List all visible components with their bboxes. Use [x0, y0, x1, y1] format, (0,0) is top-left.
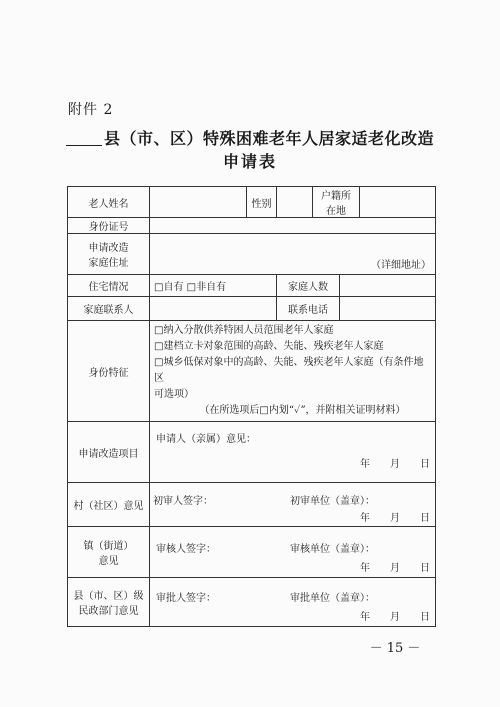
housing-label: 住宅情况 — [68, 275, 150, 297]
household-size-field[interactable] — [340, 275, 436, 297]
date-year: 年 — [360, 612, 370, 623]
identity-option-1[interactable]: □纳入分散供养特困人员范围老年人家庭 — [154, 325, 334, 336]
page-number: － 15 － — [369, 641, 421, 656]
county-opinion-label — [68, 578, 150, 627]
table-row — [68, 275, 436, 297]
address-field[interactable] — [150, 234, 436, 275]
table-row — [68, 483, 436, 527]
town-opinion-label — [68, 527, 150, 578]
family-contact-field[interactable] — [150, 297, 277, 321]
review-signer-label: 审核人签字： — [156, 544, 216, 555]
identity-option-2[interactable]: □建档立卡对象范围的高龄、失能、残疾老年人家庭 — [154, 341, 384, 352]
attachment-label: 附件 2 — [68, 102, 114, 118]
housing-options — [150, 275, 277, 297]
village-opinion-label: 村（社区）意见 — [68, 483, 150, 527]
form-title-line1 — [0, 126, 500, 149]
address-label-line1: 申请改造 — [88, 243, 129, 254]
table-row — [68, 527, 436, 578]
gender-field[interactable] — [277, 187, 313, 218]
approve-unit-label: 审批单位（盖章）： — [290, 593, 375, 604]
date-month: 月 — [390, 513, 400, 524]
date-day: 日 — [420, 459, 430, 470]
application-form-table — [67, 186, 436, 627]
household-size-label: 家庭人数 — [277, 275, 340, 297]
address-label — [68, 234, 150, 275]
applicant-opinion-field[interactable] — [150, 422, 436, 483]
table-row — [68, 321, 436, 422]
county-label-line2: 民政部门意见 — [78, 606, 139, 617]
village-opinion-field[interactable] — [150, 483, 436, 527]
identity-option-3[interactable]: □城乡低保对象中的高龄、失能、残疾老年人家庭（有条件地区 — [154, 357, 424, 384]
initial-unit-label: 初审单位（盖章）： — [290, 496, 375, 507]
identity-label: 身份特征 — [68, 321, 150, 422]
form-title-line2: 申请表 — [222, 152, 277, 171]
identity-option-3-cont: 可选项） — [154, 389, 194, 400]
table-row — [68, 187, 436, 218]
table-row — [68, 218, 436, 234]
identity-options — [150, 321, 436, 422]
date-day: 日 — [420, 563, 430, 574]
contact-phone-label: 联系电话 — [277, 297, 340, 321]
family-contact-label: 家庭联系人 — [68, 297, 150, 321]
initial-signer-label: 初审人签字： — [153, 496, 213, 507]
table-row — [68, 578, 436, 627]
town-label-line2: 意见 — [98, 556, 119, 567]
date-day: 日 — [420, 513, 430, 524]
contact-phone-field[interactable] — [340, 297, 436, 321]
date-month: 月 — [390, 612, 400, 623]
gender-label: 性别 — [247, 187, 277, 218]
date-month: 月 — [390, 563, 400, 574]
county-opinion-field[interactable] — [150, 578, 436, 627]
project-label: 申请改造项目 — [68, 422, 150, 483]
form-title-text: 县（市、区）特殊困难老年人居家适老化改造 — [103, 129, 434, 148]
elder-name-field[interactable] — [150, 187, 247, 218]
household-registration-label: 户籍所在地 — [313, 187, 360, 218]
table-row — [68, 234, 436, 275]
town-opinion-field[interactable] — [150, 527, 436, 578]
county-label-line1: 县（市、区）级 — [73, 591, 144, 602]
approve-signer-label: 审批人签字： — [156, 593, 216, 604]
table-row — [68, 297, 436, 321]
housing-own-checkbox[interactable]: □自有 — [154, 282, 184, 293]
date-year: 年 — [360, 459, 370, 470]
household-registration-field[interactable] — [360, 187, 436, 218]
town-label-line1: 镇（街道） — [83, 541, 134, 552]
id-number-label: 身份证号 — [68, 218, 150, 234]
date-month: 月 — [390, 459, 400, 470]
address-hint: （详细地址） — [371, 260, 431, 271]
county-blank[interactable] — [66, 145, 102, 146]
date-year: 年 — [360, 513, 370, 524]
date-day: 日 — [420, 612, 430, 623]
applicant-opinion-label: 申请人（亲属）意见： — [156, 434, 256, 445]
date-year: 年 — [360, 563, 370, 574]
housing-not-own-checkbox[interactable]: □非自有 — [186, 282, 227, 293]
review-unit-label: 审核单位（盖章）： — [290, 544, 375, 555]
address-label-line2: 家庭住址 — [88, 258, 129, 269]
id-number-field[interactable] — [150, 218, 436, 234]
elder-name-label: 老人姓名 — [68, 187, 150, 218]
table-row — [68, 422, 436, 483]
identity-note: （在所选项后□内划“✓”，并附相关证明材料） — [199, 405, 406, 416]
